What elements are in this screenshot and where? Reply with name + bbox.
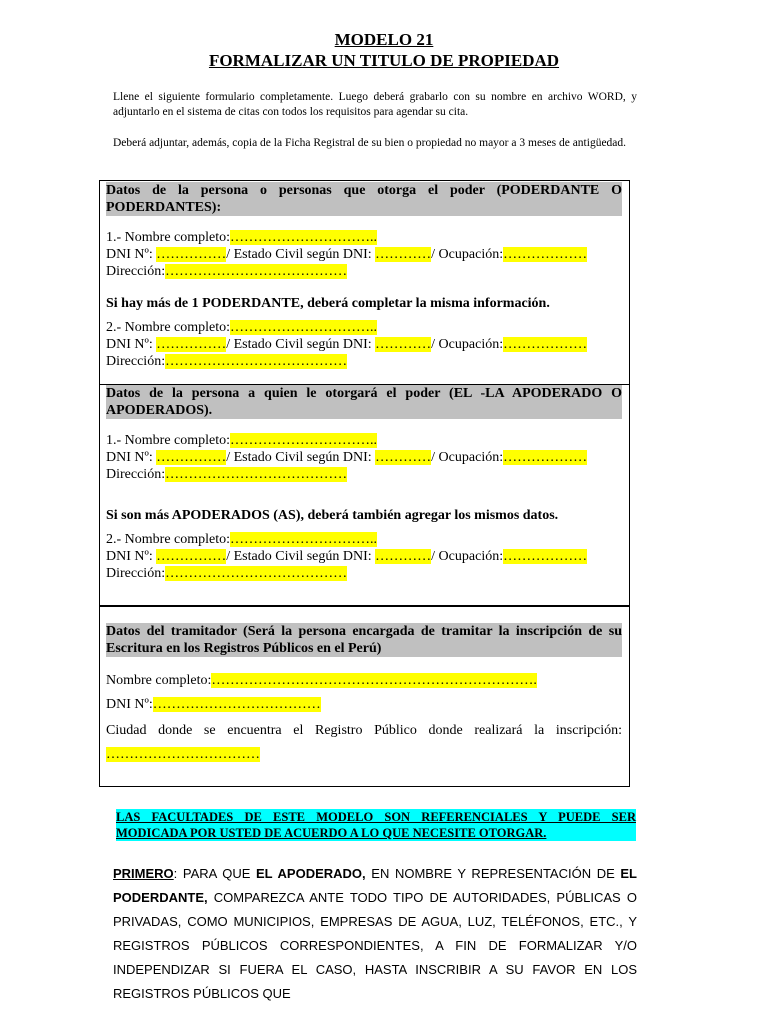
city-field[interactable]: …………………………… [106,747,260,762]
estado-label: / Estado Civil según DNI: [226,549,376,564]
document-subtitle: FORMALIZAR UN TITULO DE PROPIEDAD [208,51,560,70]
tramitador-city-row [106,746,260,763]
apoderado1-address-row [106,466,347,483]
apoderado-note: Si son más APODERADOS (AS), deberá también agregar los mismos datos. [106,508,559,523]
notice-text: LAS FACULTADES DE ESTE MODELO SON REFERENCIALES Y PUEDE SER MODICADA POR USTED DE ACUERDO A LO QUE NECESITE OTORGAR. [116,810,636,840]
apoderado2-name-row [106,531,377,548]
name-field[interactable]: ……………………………………………………………. [211,673,537,688]
ocupacion-label: / Ocupación: [431,247,504,262]
address-field[interactable]: ………………………………… [165,354,348,369]
address-label: Dirección: [106,264,166,279]
tramitador-name-row [106,672,537,689]
clause-label: PRIMERO [113,866,174,881]
intro-paragraph-2: Deberá adjuntar, además, copia de la Ficha Registral de su bien o propiedad no mayor a 3 meses de antigüedad. [113,137,627,149]
apoderado-header: Datos de la persona a quien le otorgará el poder (EL -LA APODERADO O APODERADOS). [106,386,622,418]
dni-field[interactable]: …………… [156,247,227,262]
poderdante-header: Datos de la persona o personas que otorga el poder (PODERDANTE O PODERDANTES): [106,183,622,215]
dni-field[interactable]: …………… [156,337,227,352]
estado-field[interactable]: ………… [375,549,432,564]
address-field[interactable]: ………………………………… [165,264,348,279]
ocupacion-field[interactable]: ……………… [503,247,588,262]
address-field[interactable]: ………………………………… [165,467,348,482]
address-label: Dirección: [106,566,166,581]
name-label: 1.- Nombre completo: [106,433,231,448]
poderdante-section [99,180,630,385]
poderdante1-address-row [106,263,347,280]
dni-label: DNI Nº: [106,697,153,712]
poderdante-note: Si hay más de 1 PODERDANTE, deberá completar la misma información. [106,296,550,311]
estado-label: / Estado Civil según DNI: [226,247,376,262]
poderdante1-dni-row [106,246,587,263]
apoderado1-dni-row [106,449,587,466]
dni-label: DNI Nº: [106,450,157,465]
dni-field[interactable]: …………… [156,450,227,465]
name-label: 1.- Nombre completo: [106,230,231,245]
poderdante2-name-row [106,319,377,336]
name-field[interactable]: ………………………….. [230,230,378,245]
name-field[interactable]: ………………………….. [230,320,378,335]
poderdante2-address-row [106,353,347,370]
name-field[interactable]: ………………………….. [230,532,378,547]
ocupacion-field[interactable]: ……………… [503,450,588,465]
clause-text: EN NOMBRE Y REPRESENTACIÓN DE [365,866,621,881]
tramitador-dni-row [106,696,321,713]
name-label: 2.- Nombre completo: [106,532,231,547]
tramitador-section [99,606,630,787]
poderdante1-name-row [106,229,377,246]
address-field[interactable]: ………………………………… [165,566,348,581]
ocupacion-label: / Ocupación: [431,337,504,352]
apoderado-section [99,384,630,606]
name-field[interactable]: ………………………….. [230,433,378,448]
estado-label: / Estado Civil según DNI: [226,337,376,352]
apoderado2-dni-row [106,548,587,565]
apoderado-term: EL APODERADO, [256,866,366,881]
dni-field[interactable]: ……………………………… [152,697,321,712]
dni-label: DNI Nº: [106,247,157,262]
estado-label: / Estado Civil según DNI: [226,450,376,465]
estado-field[interactable]: ………… [375,337,432,352]
intro-paragraph-1: Llene el siguiente formulario completamente. Luego deberá grabarlo con su nombre en archivo WORD, y adjuntarlo en el sistema de citas con todos los requisitos para agendar su cita. [113,91,637,118]
ocupacion-field[interactable]: ……………… [503,549,588,564]
tramitador-header: Datos del tramitador (Será la persona encargada de tramitar la inscripción de su Escritura en los Registros Públicos en el Perú) [106,624,622,656]
tramitador-city-label: Ciudad donde se encuentra el Registro Público donde realizará la inscripción: [106,723,622,738]
address-label: Dirección: [106,467,166,482]
name-label: Nombre completo: [106,673,212,688]
ocupacion-label: / Ocupación: [431,549,504,564]
clause-primero [113,862,637,1006]
notice-banner [116,809,636,841]
apoderado1-name-row [106,432,377,449]
clause-text: COMPAREZCA ANTE TODO TIPO DE AUTORIDADES, PÚBLICAS O PRIVADAS, COMO MUNICIPIOS, EMPRESAS DE AGUA, LUZ, TELÉFONOS, ETC., Y REGISTROS PÚBLICOS CORRESPONDIENTES, A FIN DE FORMALIZAR Y/O INDEPENDIZAR SI FUERA EL CASO, HASTA INSCRIBIR A SU FAVOR EN LOS REGISTROS PÚBLICOS QUE [113,890,637,1001]
dni-label: DNI Nº: [106,549,157,564]
clause-text: : PARA QUE [173,866,257,881]
document-title: MODELO 21 [334,30,434,49]
estado-field[interactable]: ………… [375,450,432,465]
dni-field[interactable]: …………… [156,549,227,564]
dni-label: DNI Nº: [106,337,157,352]
ocupacion-field[interactable]: ……………… [503,337,588,352]
estado-field[interactable]: ………… [375,247,432,262]
ocupacion-label: / Ocupación: [431,450,504,465]
name-label: 2.- Nombre completo: [106,320,231,335]
address-label: Dirección: [106,354,166,369]
poderdante2-dni-row [106,336,587,353]
apoderado2-address-row [106,565,347,582]
poderdante-term: EL PODERDANTE, [113,866,638,905]
